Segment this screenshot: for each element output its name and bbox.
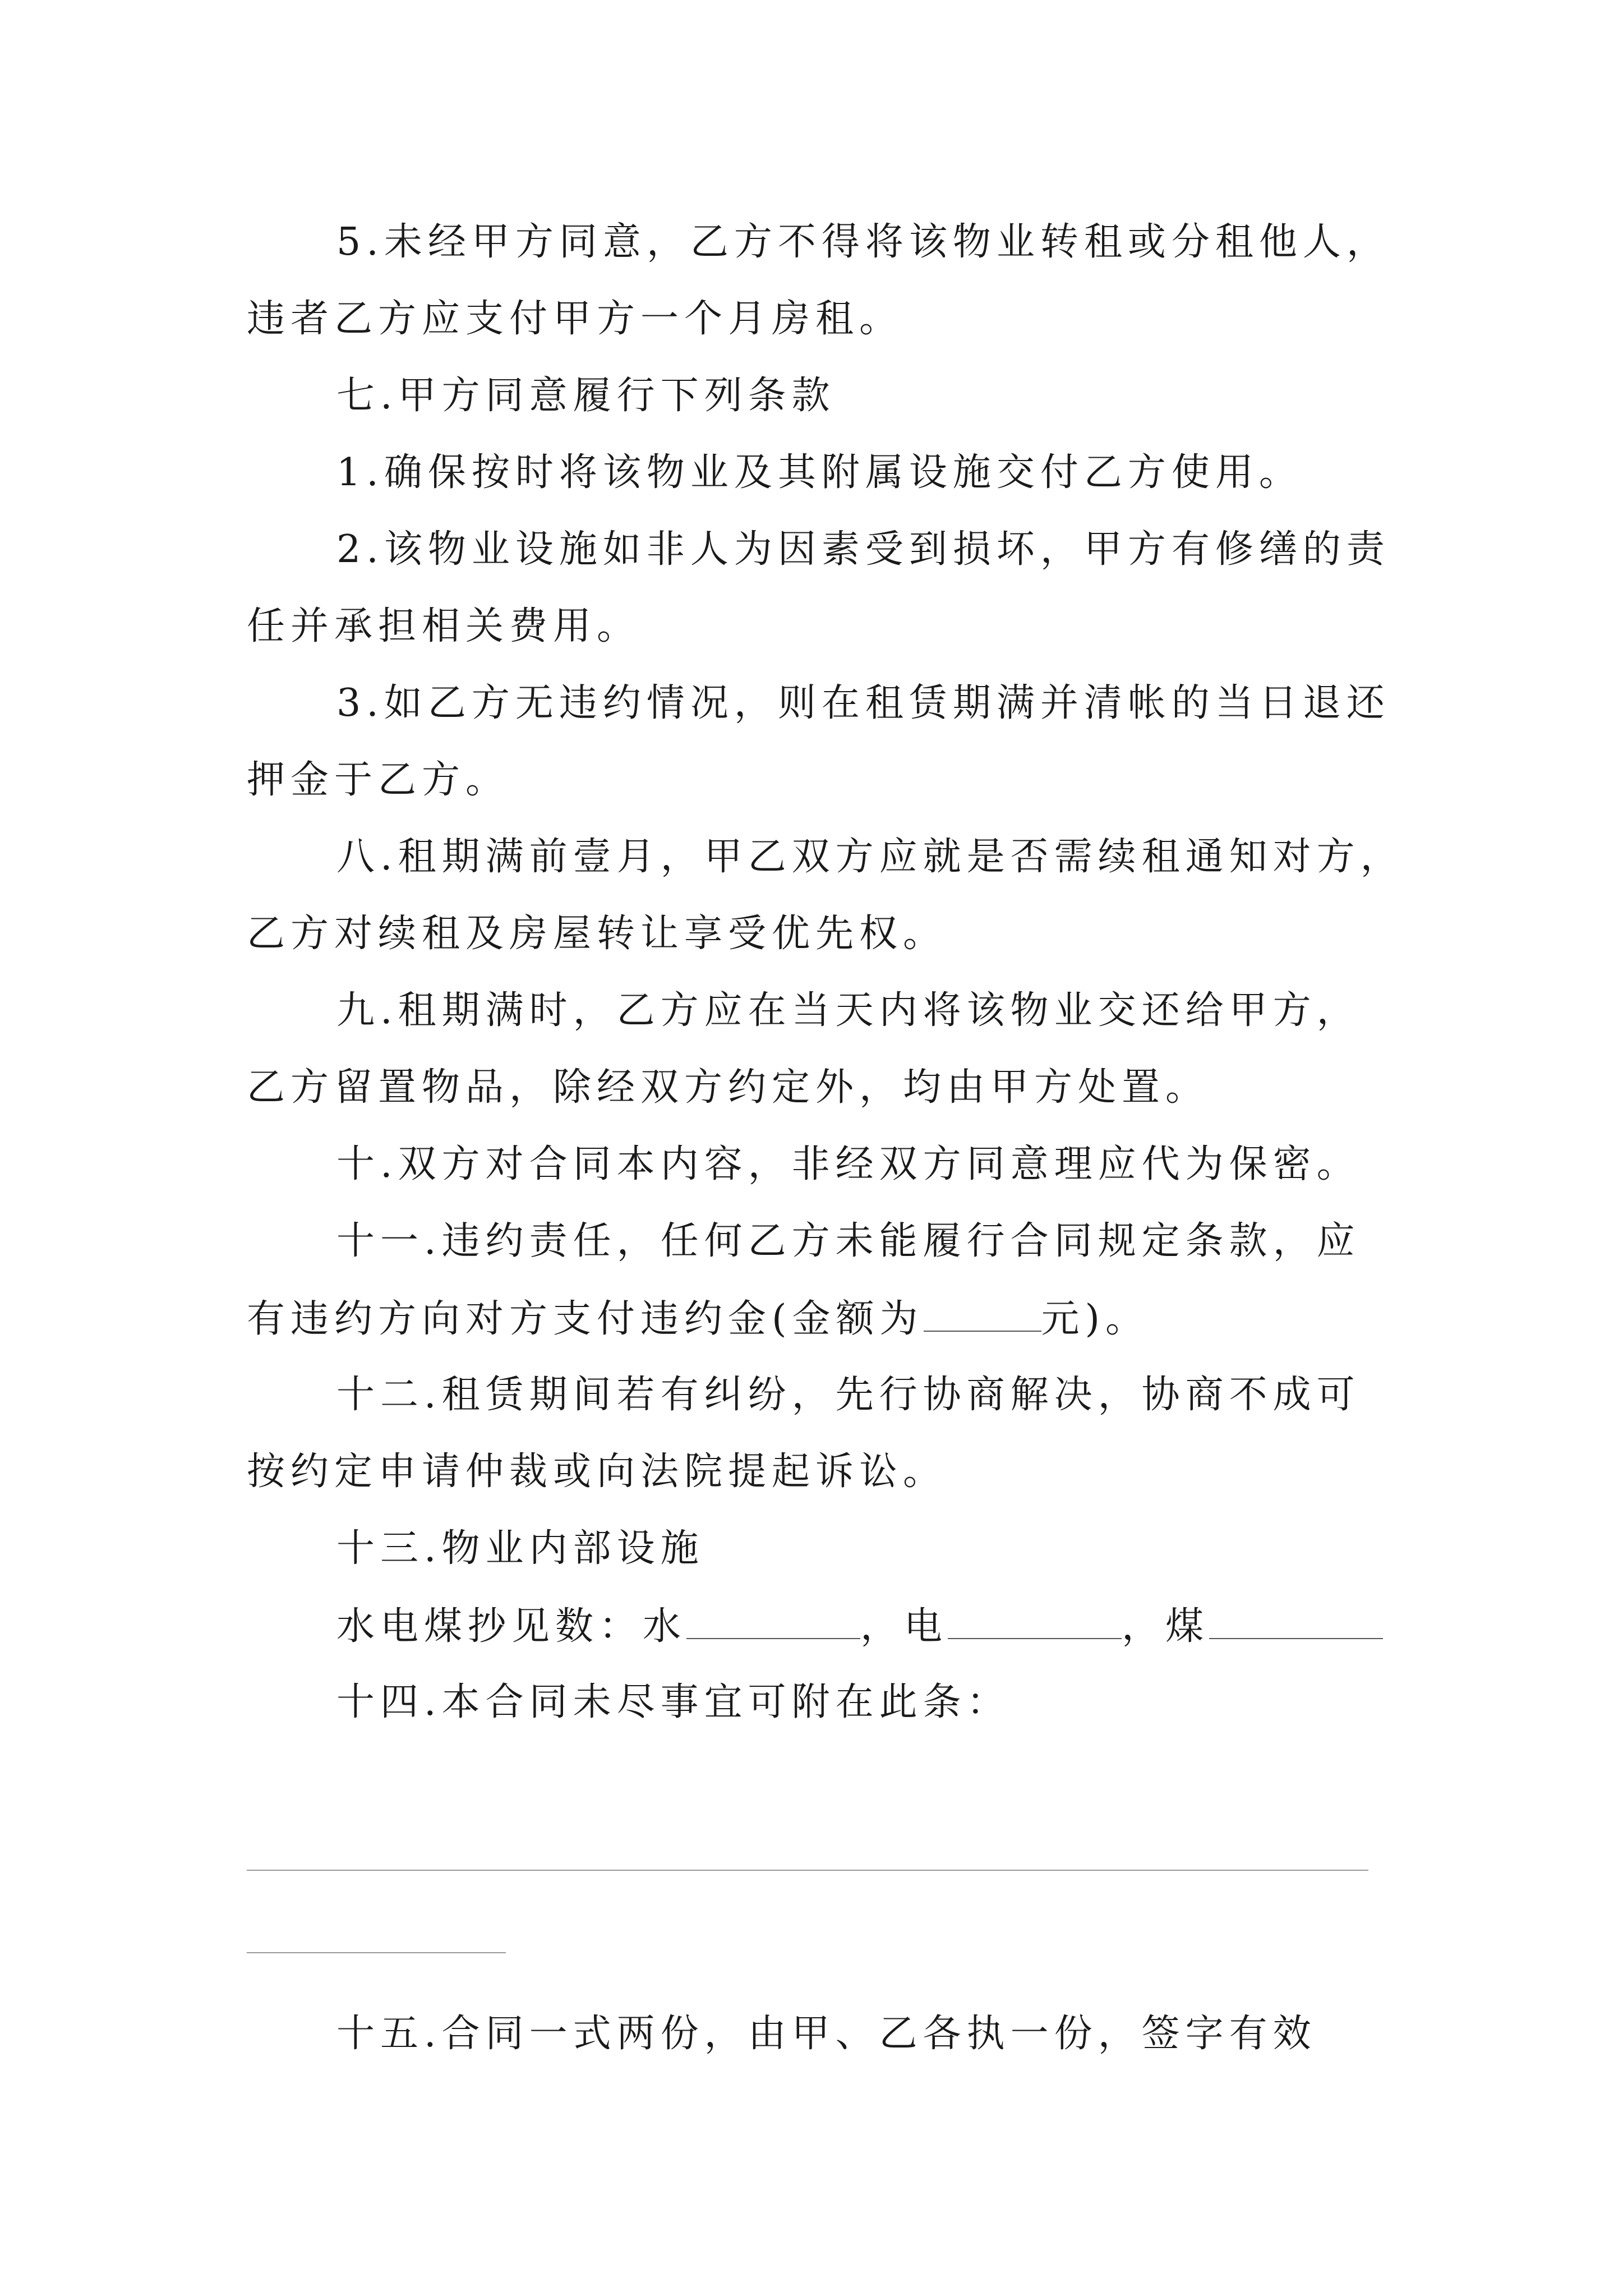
clause-7-1: 1.确保按时将该物业及其附属设施交付乙方使用。 — [336, 450, 1303, 495]
meter-label-electric: ，电 — [860, 1604, 948, 1649]
clause-7-heading: 七.甲方同意履行下列条款 — [336, 374, 836, 418]
clause-7-3-line-2: 押金于乙方。 — [247, 758, 510, 802]
clause-8-line-1: 八.租期满前壹月，甲乙双方应就是否需续租通知对方， — [336, 835, 1404, 879]
penalty-text-before: 有违约方向对方支付违约金(金额为 — [247, 1297, 924, 1341]
clause-14: 十四.本合同未尽事宜可附在此条： — [336, 1680, 1011, 1724]
supplement-rule-1 — [247, 1870, 1368, 1871]
clause-10: 十.双方对合同本内容，非经双方同意理应代为保密。 — [336, 1142, 1361, 1186]
clause-7-2-line-1: 2.该物业设施如非人为因素受到损坏，甲方有修缮的责 — [336, 527, 1390, 572]
clause-11-line-1: 十一.违约责任，任何乙方未能履行合同规定条款，应 — [336, 1219, 1361, 1263]
clause-9-line-2: 乙方留置物品，除经双方约定外，均由甲方处置。 — [247, 1065, 1210, 1110]
clause-12-line-2: 按约定申请仲裁或向法院提起诉讼。 — [247, 1450, 947, 1494]
water-reading-blank[interactable] — [686, 1607, 860, 1639]
gas-reading-blank[interactable] — [1209, 1607, 1383, 1639]
clause-8-line-2: 乙方对续租及房屋转让享受优先权。 — [247, 912, 947, 956]
electric-reading-blank[interactable] — [948, 1607, 1122, 1639]
penalty-text-after: 元)。 — [1041, 1297, 1150, 1341]
clause-9-line-1: 九.租期满时，乙方应在当天内将该物业交还给甲方， — [336, 988, 1361, 1033]
clause-6-5-line-1: 5.未经甲方同意，乙方不得将该物业转租或分租他人， — [336, 220, 1390, 264]
meter-label-water: 水电煤抄见数：水 — [336, 1604, 687, 1649]
meter-label-gas: ，煤 — [1122, 1604, 1210, 1649]
clause-12-line-1: 十二.租赁期间若有纠纷，先行协商解决，协商不成可 — [336, 1373, 1361, 1417]
clause-6-5-line-2: 违者乙方应支付甲方一个月房租。 — [247, 297, 903, 341]
clause-11-line-2 — [247, 1297, 1150, 1341]
supplement-rule-2 — [247, 1952, 506, 1953]
clause-13-heading: 十三.物业内部设施 — [336, 1526, 704, 1571]
penalty-amount-blank[interactable] — [924, 1299, 1041, 1332]
clause-7-3-line-1: 3.如乙方无违约情况，则在租赁期满并清帐的当日退还 — [336, 681, 1390, 725]
clause-15: 十五.合同一式两份，由甲、乙各执一份，签字有效 — [336, 2012, 1317, 2056]
meter-readings-line — [336, 1604, 1383, 1649]
clause-7-2-line-2: 任并承担相关费用。 — [247, 604, 641, 648]
